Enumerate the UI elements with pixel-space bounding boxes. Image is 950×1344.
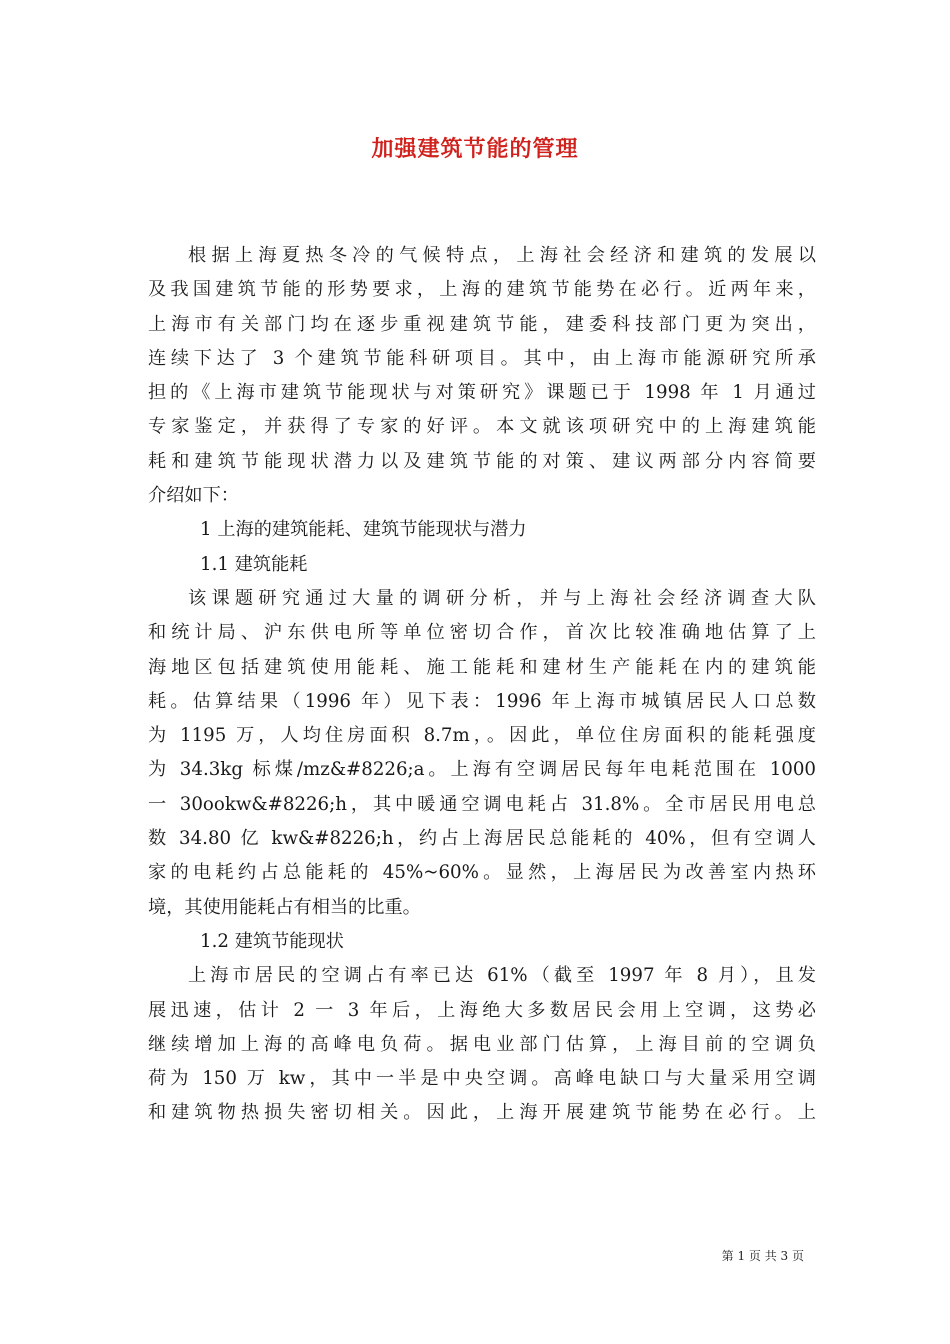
- text-line: 一 30ookw&#8226;h，其中暖通空调电耗占 31.8%。全市居民用电总: [148, 793, 816, 815]
- subsection-heading: 1.1 建筑能耗: [200, 553, 308, 575]
- text-line: 及我国建筑节能的形势要求，上海的建筑节能势在必行。近两年来，: [148, 279, 816, 301]
- text-line: 和建筑物热损失密切相关。因此，上海开展建筑节能势在必行。上: [148, 1102, 816, 1124]
- text-line: 为 1195 万，人均住房面积 8.7m，。因此，单位住房面积的能耗强度: [148, 725, 816, 747]
- text-line: 耗。估算结果（1996 年）见下表：1996 年上海市城镇居民人口总数: [148, 690, 816, 712]
- section-heading: 1 上海的建筑能耗、建筑节能现状与潜力: [200, 519, 527, 541]
- text-line: 数 34.80 亿 kw&#8226;h，约占上海居民总能耗的 40%，但有空调人: [148, 828, 816, 850]
- text-line: 耗和建筑节能现状潜力以及建筑节能的对策、建议两部分内容简要: [148, 450, 816, 472]
- text-line: 荷为 150 万 kw，其中一半是中央空调。高峰电缺口与大量采用空调: [148, 1068, 816, 1090]
- text-line: 海地区包括建筑使用能耗、施工能耗和建材生产能耗在内的建筑能: [148, 656, 816, 678]
- text-line: 介绍如下：: [148, 485, 239, 507]
- subsection-heading: 1.2 建筑节能现状: [200, 930, 344, 952]
- text-line: 继续增加上海的高峰电负荷。据电业部门估算，上海目前的空调负: [148, 1033, 816, 1055]
- document-title: 加强建筑节能的管理: [371, 136, 579, 162]
- text-line: 和统计局、沪东供电所等单位密切合作，首次比较准确地估算了上: [148, 622, 816, 644]
- text-line: 展迅速，估计 2 一 3 年后，上海绝大多数居民会用上空调，这势必: [148, 999, 816, 1021]
- page-number: 第 1 页 共 3 页: [721, 1249, 804, 1263]
- text-line: 专家鉴定，并获得了专家的好评。本文就该项研究中的上海建筑能: [148, 416, 816, 438]
- document-body: [148, 239, 816, 1131]
- text-line: 上海市有关部门均在逐步重视建筑节能，建委科技部门更为突出，: [148, 313, 816, 335]
- text-line: 为 34.3kg 标煤/mz&#8226;a。上海有空调居民每年电耗范围在 1000: [148, 759, 816, 781]
- text-line: 上海市居民的空调占有率已达 61%（截至 1997 年 8 月），且发: [188, 965, 816, 987]
- text-line: 家的电耗约占总能耗的 45%~60%。显然，上海居民为改善室内热环: [148, 862, 816, 884]
- text-line: 根据上海夏热冬冷的气候特点，上海社会经济和建筑的发展以: [188, 245, 816, 266]
- text-line: 该课题研究通过大量的调研分析，并与上海社会经济调查大队: [188, 587, 816, 609]
- text-line: 担的《上海市建筑节能现状与对策研究》课题已于 1998 年 1 月通过: [148, 382, 816, 404]
- text-line: 连续下达了 3 个建筑节能科研项目。其中，由上海市能源研究所承: [148, 347, 816, 369]
- text-line: 境，其使用能耗占有相当的比重。: [148, 896, 421, 918]
